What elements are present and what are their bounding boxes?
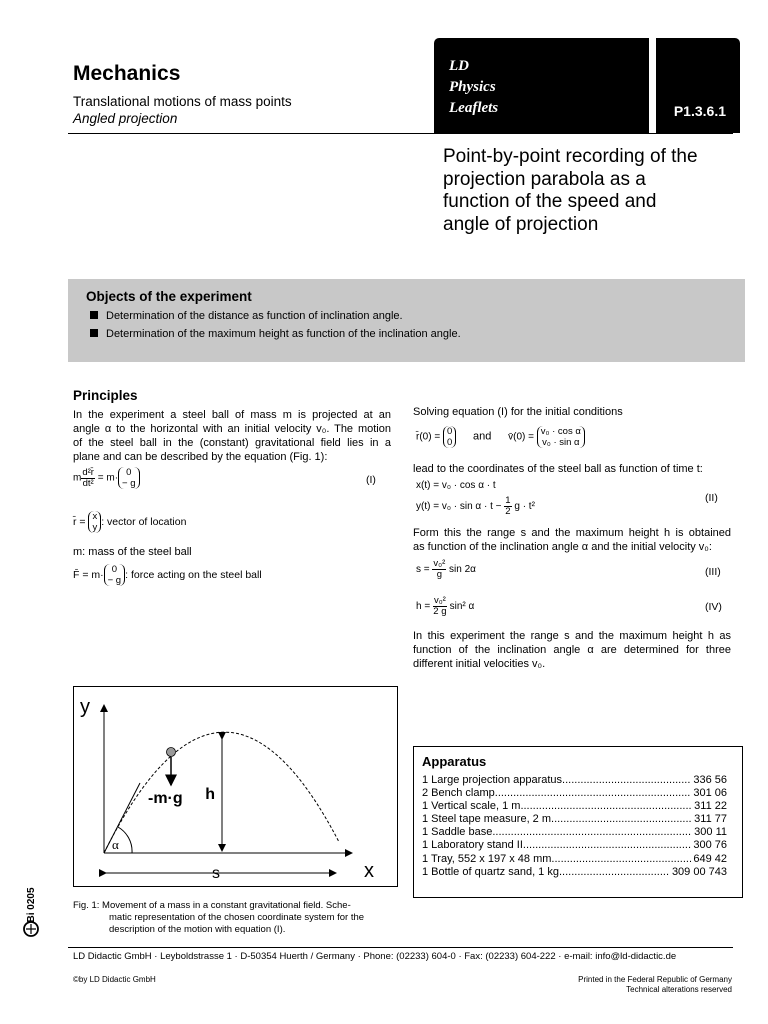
apparatus-item-name: 1 Vertical scale, 1 m: [422, 800, 521, 813]
force-label: -m·g: [148, 790, 183, 807]
experiment-title-line: function of the speed and: [443, 191, 657, 212]
brand-line-2: Physics: [449, 79, 496, 95]
footer-copyright: ©by LD Didactic GmbH: [73, 975, 156, 984]
and-text: and: [473, 430, 492, 443]
initial-conditions: r̄(0) = 0 0 and v̄(0) = v₀ · cos α v₀ · sin α: [416, 426, 585, 448]
page-subtitle: Translational motions of mass points: [73, 94, 292, 109]
text-line: angle α to the horizontal with an initial velocity v₀. The motion: [73, 423, 391, 435]
mass-label: m: mass of the steel ball: [73, 546, 192, 558]
text-line: plane and can be described by the equation (Fig. 1):: [73, 451, 328, 463]
equation-number: (II): [705, 492, 718, 504]
equation-number: (I): [366, 474, 376, 486]
bullet-icon: [90, 329, 98, 337]
brand-logo-text: [449, 56, 498, 119]
side-code-graphic: [20, 865, 50, 945]
apparatus-item-name: 1 Tray, 552 x 197 x 48 mm: [422, 852, 552, 865]
apparatus-item-code: 300 76: [693, 839, 727, 852]
equation-force: F̄ = m· 0 − g : force acting on the steel ball: [73, 564, 262, 586]
apparatus-item-name: 1 Large projection apparatus: [422, 774, 563, 786]
objects-item: [90, 310, 403, 322]
brand-line-1: LD: [449, 58, 469, 74]
objects-item: [90, 328, 461, 340]
final-text: [413, 629, 731, 671]
text-line: as function of the inclination angle α and the initial velocity v₀:: [413, 541, 712, 553]
apparatus-heading: Apparatus: [422, 754, 487, 769]
experiment-title-line: projection parabola as a: [443, 168, 646, 190]
text-line: of the steel ball in the (constant) gravitational field lies in a: [73, 437, 391, 449]
apparatus-item-code: 311 22: [694, 800, 727, 813]
apparatus-item-name: 1 Bottle of quartz sand, 1 kg: [422, 865, 559, 878]
initial-velocity-line: [104, 783, 140, 853]
apparatus-item: [422, 826, 727, 839]
apparatus-item-name: 2 Bench clamp: [422, 787, 495, 800]
text-line: different initial velocities v₀.: [413, 658, 546, 670]
angle-arc: [118, 827, 132, 853]
brand-line-3: Leaflets: [449, 100, 499, 116]
equation-height: h = $\frac{\text{v₀²}}{2 g}$ sin² α: [416, 595, 475, 617]
apparatus-item-code: 311 77: [694, 813, 727, 826]
caption-line: matic representation of the chosen coordinate system for the: [109, 912, 365, 923]
apparatus-item-code: 301 06: [693, 787, 727, 800]
experiment-title-line: angle of projection: [443, 213, 599, 235]
apparatus-item-name: 1 Laboratory stand II: [422, 839, 523, 852]
steel-ball: [167, 748, 176, 757]
caption-line: Fig. 1: Movement of a mass in a constant gravitational field. Sche-: [73, 900, 351, 911]
footer-address: LD Didactic GmbH · Leyboldstrasse 1 · D-50354 Huerth / Germany · Phone: (02233) 604-0 · Fax: (02233) 604-222 · e-mail: info@ld-didactic.de: [73, 951, 677, 962]
apparatus-item-code: 300 11: [694, 826, 727, 839]
apparatus-item: [422, 839, 727, 852]
printed-note: Printed in the Federal Republic of Germany: [578, 975, 732, 984]
x-axis-label: x: [364, 860, 374, 882]
solving-text: Solving equation (I) for the initial conditions: [413, 406, 623, 418]
principles-heading: Principles: [73, 388, 138, 403]
header-rule: [68, 133, 733, 134]
text-line: function of the inclination angle α are determined for three: [413, 644, 731, 656]
figure-caption: [73, 900, 394, 936]
equation-number: (III): [705, 566, 721, 578]
equation-number: (IV): [705, 601, 722, 613]
text-line: Form this the range s and the maximum height h is obtained: [413, 527, 731, 539]
apparatus-item: [422, 774, 727, 787]
objects-item-text: Determination of the maximum height as function of the inclination angle.: [106, 328, 461, 340]
apparatus-item-code: 649 42: [693, 852, 727, 865]
page-title: Mechanics: [73, 62, 181, 85]
experiment-title: [443, 146, 730, 236]
apparatus-item: [422, 853, 727, 866]
text-line: In the experiment a steel ball of mass m is projected at an: [73, 409, 391, 421]
projectile-diagram: [74, 687, 397, 886]
footer-rule: [68, 947, 733, 948]
brand-block: [434, 38, 649, 133]
footer-printed: [578, 975, 732, 995]
objects-box: [68, 279, 745, 362]
page-subtitle-italic: Angled projection: [73, 111, 178, 126]
y-axis-label: y: [80, 696, 90, 718]
leaflet-code: P1.3.6.1: [673, 103, 726, 119]
leaflet-code-block: [656, 38, 740, 133]
lead-text: lead to the coordinates of the steel ball as function of time t:: [413, 463, 703, 475]
apparatus-item: [422, 866, 727, 879]
vector-label: : vector of location: [101, 515, 187, 528]
side-code: Bi 0205: [26, 887, 37, 923]
objects-item-text: Determination of the distance as function of inclination angle.: [106, 310, 403, 322]
apparatus-item: [422, 787, 727, 800]
apparatus-list: [422, 774, 727, 879]
ld-logo-icon: [24, 922, 38, 936]
principles-intro: [73, 408, 391, 464]
equation-motion: m $\frac{\text{d²r̄}}{\text{dt²}}$ = m·0 − g: [73, 467, 140, 489]
range-label: s: [212, 865, 220, 882]
objects-heading: Objects of the experiment: [86, 289, 252, 304]
force-label: : force acting on the steel ball: [125, 568, 262, 581]
text-line: In this experiment the range s and the maximum height h as: [413, 630, 731, 642]
caption-line: description of the motion with equation (I).: [109, 924, 286, 935]
apparatus-item-name: 1 Saddle base: [422, 826, 493, 839]
equation-range: s = $\frac{\text{v₀²}}{g}$ sin 2α: [416, 558, 476, 580]
equation-y: y(t) = v₀ · sin α · t − $\frac{1}{2}$ g · t²: [416, 495, 535, 517]
apparatus-item: [422, 800, 727, 813]
bullet-icon: [90, 311, 98, 319]
figure-projectile: [73, 686, 398, 887]
apparatus-box: [413, 746, 743, 898]
equation-location-vector: r̄ = x y : vector of location: [73, 511, 187, 533]
apparatus-item-code: 309 00 743: [671, 865, 727, 878]
apparatus-item: [422, 813, 727, 826]
apparatus-item-name: 1 Steel tape measure, 2 m: [422, 813, 552, 826]
angle-label: α: [112, 837, 119, 852]
apparatus-item-code: 336 56: [693, 774, 727, 786]
experiment-title-line: Point-by-point recording of the: [443, 146, 698, 167]
alterations-note: Technical alterations reserved: [626, 985, 732, 994]
side-code-block: [20, 865, 50, 945]
equation-x: x(t) = v₀ · cos α · t: [416, 480, 496, 491]
height-label: h: [205, 786, 215, 803]
form-text: [413, 526, 731, 554]
